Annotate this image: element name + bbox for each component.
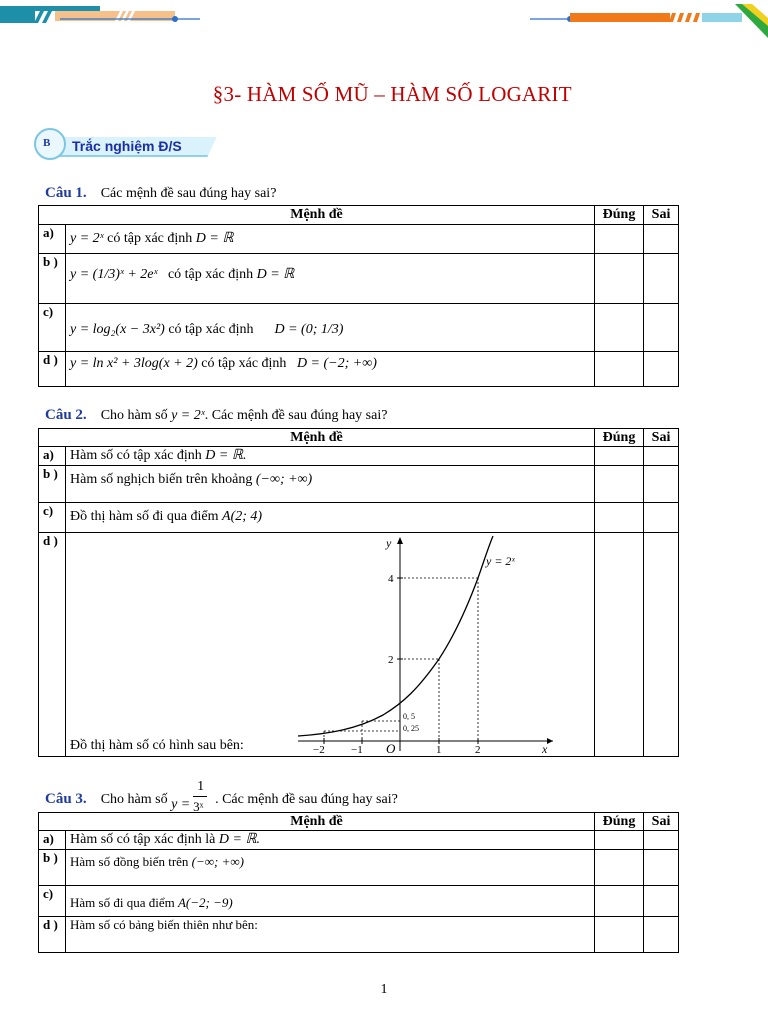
row-text: Hàm số có bảng biến thiên như bên: xyxy=(70,917,258,932)
x-tick-label: −2 xyxy=(313,744,325,755)
question-1 xyxy=(45,185,276,202)
header-false: Sai xyxy=(644,813,679,831)
curve-label: y = 2ˣ xyxy=(486,554,515,568)
table-row xyxy=(39,850,679,886)
row-label: c) xyxy=(39,503,66,533)
false-cell[interactable] xyxy=(644,447,679,466)
y-tick-label: 4 xyxy=(388,573,394,585)
question-text-post: . Các mệnh đề sau đúng hay sai? xyxy=(215,792,398,807)
header-statement: Mệnh đề xyxy=(39,813,595,831)
true-cell[interactable] xyxy=(595,304,644,352)
row-label: d ) xyxy=(39,917,66,953)
false-cell[interactable] xyxy=(644,352,679,387)
row-label: a) xyxy=(39,831,66,850)
row-text: Hàm số đồng biến trên xyxy=(70,854,189,869)
section-badge-letter: B xyxy=(43,137,51,149)
question-number: Câu 2. xyxy=(45,407,87,423)
false-cell[interactable] xyxy=(644,917,679,953)
table-row xyxy=(39,225,679,254)
true-cell[interactable] xyxy=(595,352,644,387)
page-number: 1 xyxy=(380,982,388,997)
fraction-denominator: 3ˣ xyxy=(193,799,204,814)
formula: y = (1/3)ˣ + 2eˣ xyxy=(70,267,158,282)
question-number: Câu 3. xyxy=(45,791,87,807)
table-row xyxy=(39,831,679,850)
question-text-pre: Cho hàm số xyxy=(100,408,168,423)
header-decoration-right xyxy=(530,0,768,40)
x-tick-label: 2 xyxy=(475,744,481,755)
formula: y = 2ˣ xyxy=(70,231,104,246)
true-cell[interactable] xyxy=(595,254,644,304)
domain: D = ℝ xyxy=(256,267,295,282)
false-cell[interactable] xyxy=(644,850,679,886)
question-2-table xyxy=(38,428,679,757)
table-row xyxy=(39,917,679,953)
header-true: Đúng xyxy=(595,429,644,447)
page-title:  §3- HÀM SỐ MŨ – HÀM SỐ LOGARIT xyxy=(196,82,572,106)
row-math: D = ℝ. xyxy=(218,832,261,847)
table-row xyxy=(39,352,679,387)
row-label: b ) xyxy=(39,254,66,304)
small-label: 0, 5 xyxy=(403,712,415,721)
question-text-pre: Cho hàm số xyxy=(100,792,168,807)
row-math: (−∞; +∞) xyxy=(255,472,313,487)
question-text: Các mệnh đề sau đúng hay sai? xyxy=(100,186,277,201)
domain: D = ℝ xyxy=(195,231,234,246)
true-cell[interactable] xyxy=(595,225,644,254)
row-text: Hàm số nghịch biến trên khoảng xyxy=(70,472,253,487)
false-cell[interactable] xyxy=(644,304,679,352)
domain: D = (0; 1/3) xyxy=(274,322,344,337)
row-text: Đồ thị hàm số có hình sau bên: xyxy=(70,738,244,753)
fraction-numerator: 1 xyxy=(197,779,205,794)
header-statement: Mệnh đề xyxy=(39,206,595,225)
row-text: có tập xác định xyxy=(167,267,254,282)
question-3: Câu 3. Cho hàm số y = 1 3ˣ . Các mệnh đề sau đúng hay sai? xyxy=(45,779,398,814)
header-true: Đúng xyxy=(595,813,644,831)
false-cell[interactable] xyxy=(644,886,679,917)
row-math: A(−2; −9) xyxy=(177,895,233,910)
question-3-table xyxy=(38,812,679,953)
row-label: a) xyxy=(39,225,66,254)
x-tick-label: 1 xyxy=(436,744,442,755)
question-1-table xyxy=(38,205,679,387)
true-cell[interactable] xyxy=(595,533,644,757)
row-label: a) xyxy=(39,447,66,466)
false-cell[interactable] xyxy=(644,254,679,304)
row-math: (−∞; +∞) xyxy=(191,854,244,869)
row-label: c) xyxy=(39,886,66,917)
row-label: c) xyxy=(39,304,66,352)
true-cell[interactable] xyxy=(595,831,644,850)
table-row xyxy=(39,447,679,466)
true-cell[interactable] xyxy=(595,447,644,466)
header-true: Đúng xyxy=(595,206,644,225)
row-text: có tập xác định xyxy=(201,356,287,371)
table-row xyxy=(39,503,679,533)
small-label: 0, 25 xyxy=(403,724,419,733)
table-row xyxy=(39,254,679,304)
true-cell[interactable] xyxy=(595,917,644,953)
header-decoration-left xyxy=(0,0,200,40)
question-2 xyxy=(45,407,387,424)
true-cell[interactable] xyxy=(595,466,644,503)
exponential-graph xyxy=(288,533,558,755)
y-axis-label: y xyxy=(386,536,392,550)
row-math: A(2; 4) xyxy=(222,509,263,524)
row-text: có tập xác định xyxy=(107,231,193,246)
function-formula: y = 2ˣ xyxy=(171,408,205,423)
false-cell[interactable] xyxy=(644,533,679,757)
header-false: Sai xyxy=(644,429,679,447)
table-row xyxy=(39,886,679,917)
false-cell[interactable] xyxy=(644,466,679,503)
true-cell[interactable] xyxy=(595,850,644,886)
origin-label: O xyxy=(386,741,396,755)
row-math: D = ℝ. xyxy=(205,448,247,463)
row-label: d ) xyxy=(39,533,66,757)
question-number: Câu 1. xyxy=(45,185,87,201)
true-cell[interactable] xyxy=(595,886,644,917)
row-text: Hàm số có tập xác định là xyxy=(70,832,216,847)
table-row xyxy=(39,304,679,352)
y-tick-label: 2 xyxy=(388,654,394,666)
section-label: Trắc nghiệm Đ/S xyxy=(72,138,182,154)
x-tick-label: −1 xyxy=(351,744,363,755)
formula: y = log₂(x − 3x²) xyxy=(70,322,165,337)
row-text: có tập xác định xyxy=(168,322,254,337)
row-text: Hàm số đi qua điểm xyxy=(70,895,175,910)
false-cell[interactable] xyxy=(644,831,679,850)
row-text: Đồ thị hàm số đi qua điểm xyxy=(70,509,219,524)
question-text-post: . Các mệnh đề sau đúng hay sai? xyxy=(204,408,388,423)
row-label: d ) xyxy=(39,352,66,387)
domain: D = (−2; +∞) xyxy=(296,356,377,371)
header-statement: Mệnh đề xyxy=(39,429,595,447)
table-row xyxy=(39,533,679,757)
x-axis-label: x xyxy=(542,742,548,755)
row-text: Hàm số có tập xác định xyxy=(70,448,202,463)
true-cell[interactable] xyxy=(595,503,644,533)
row-label: b ) xyxy=(39,850,66,886)
section-badge xyxy=(34,128,204,160)
table-row xyxy=(39,466,679,503)
false-cell[interactable] xyxy=(644,503,679,533)
formula: y = ln x² + 3log(x + 2) xyxy=(70,356,198,371)
header-false: Sai xyxy=(644,206,679,225)
row-label: b ) xyxy=(39,466,66,503)
false-cell[interactable] xyxy=(644,225,679,254)
